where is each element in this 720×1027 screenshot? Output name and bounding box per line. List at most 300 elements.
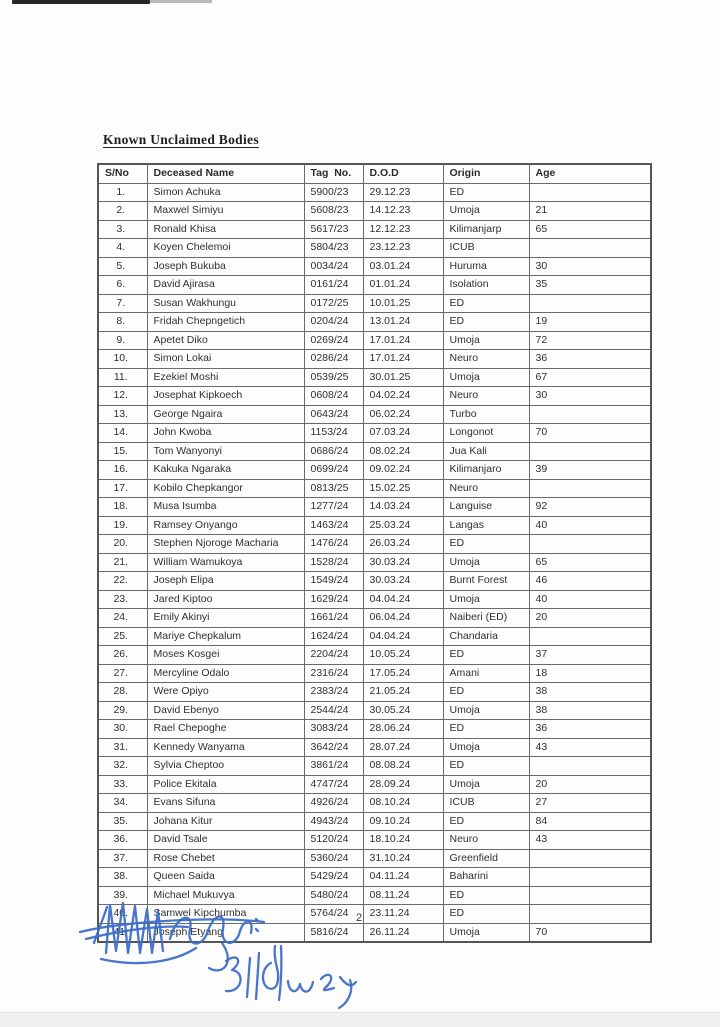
cell-tag-no: 5120/24 [304,831,363,850]
cell-tag-no: 5608/23 [304,202,363,221]
table-row [98,775,651,794]
table-row [98,590,651,609]
table-row [98,812,651,831]
cell-sno: 33. [98,775,147,794]
cell-tag-no: 0204/24 [304,313,363,332]
cell-dod: 10.01.25 [363,294,443,313]
cell-origin: Greenfield [443,849,529,868]
cell-origin: ED [443,313,529,332]
header-dod: D.O.D [363,164,443,183]
cell-sno: 37. [98,849,147,868]
cell-deceased-name: David Ajirasa [147,276,304,295]
cell-dod: 04.02.24 [363,387,443,406]
header-tag-no: Tag No. [304,164,363,183]
cell-dod: 14.12.23 [363,202,443,221]
header-age: Age [529,164,651,183]
cell-deceased-name: Stephen Njoroge Macharia [147,535,304,554]
cell-age [529,294,651,313]
table-row [98,294,651,313]
cell-tag-no: 1476/24 [304,535,363,554]
cell-age [529,886,651,905]
cell-sno: 3. [98,220,147,239]
page-title: Known Unclaimed Bodies [103,132,259,147]
cell-sno: 13. [98,405,147,424]
table-row [98,664,651,683]
cell-dod: 08.08.24 [363,757,443,776]
cell-deceased-name: Ezekiel Moshi [147,368,304,387]
cell-deceased-name: David Ebenyo [147,701,304,720]
cell-tag-no: 1624/24 [304,627,363,646]
cell-tag-no: 0699/24 [304,461,363,480]
cell-dod: 28.06.24 [363,720,443,739]
cell-deceased-name: Koyen Chelemoi [147,239,304,258]
cell-tag-no: 1549/24 [304,572,363,591]
cell-age: 65 [529,553,651,572]
cell-tag-no: 0686/24 [304,442,363,461]
cell-tag-no: 0608/24 [304,387,363,406]
cell-origin: Isolation [443,276,529,295]
cell-origin: Chandaria [443,627,529,646]
cell-age [529,627,651,646]
table-row [98,738,651,757]
cell-origin: ED [443,812,529,831]
cell-tag-no: 1277/24 [304,498,363,517]
table-row [98,424,651,443]
table-row [98,683,651,702]
cell-dod: 08.02.24 [363,442,443,461]
table-row [98,535,651,554]
cell-origin: Baharini [443,868,529,887]
cell-tag-no: 5617/23 [304,220,363,239]
table-row [98,572,651,591]
cell-deceased-name: Ramsey Onyango [147,516,304,535]
cell-dod: 08.11.24 [363,886,443,905]
cell-age: 67 [529,368,651,387]
cell-age: 92 [529,498,651,517]
cell-age [529,239,651,258]
cell-origin: ED [443,683,529,702]
cell-sno: 21. [98,553,147,572]
cell-age: 70 [529,424,651,443]
table-body [98,183,651,942]
cell-sno: 15. [98,442,147,461]
cell-deceased-name: Mariye Chepkalum [147,627,304,646]
table-row [98,553,651,572]
cell-sno: 41. [98,923,147,942]
cell-origin: Naiberi (ED) [443,609,529,628]
cell-tag-no: 1528/24 [304,553,363,572]
handwritten-signature [66,891,376,1024]
cell-age: 36 [529,720,651,739]
cell-origin: Turbo [443,405,529,424]
table-row [98,387,651,406]
cell-dod: 21.05.24 [363,683,443,702]
cell-dod: 12.12.23 [363,220,443,239]
scan-artifact-bottom-band [0,1012,720,1027]
cell-dod: 29.12.23 [363,183,443,202]
cell-age: 70 [529,923,651,942]
table-row [98,849,651,868]
cell-sno: 24. [98,609,147,628]
cell-tag-no: 0034/24 [304,257,363,276]
cell-age: 40 [529,516,651,535]
cell-sno: 29. [98,701,147,720]
cell-origin: ICUB [443,239,529,258]
cell-origin: Umoja [443,590,529,609]
cell-age [529,757,651,776]
cell-deceased-name: William Wamukoya [147,553,304,572]
table-row [98,479,651,498]
cell-dod: 26.11.24 [363,923,443,942]
cell-dod: 17.05.24 [363,664,443,683]
table-row [98,627,651,646]
cell-dod: 23.12.23 [363,239,443,258]
table-row [98,202,651,221]
cell-origin: Kilimanjaro [443,461,529,480]
cell-age: 38 [529,701,651,720]
table-row [98,276,651,295]
cell-deceased-name: John Kwoba [147,424,304,443]
cell-sno: 30. [98,720,147,739]
cell-origin: ED [443,646,529,665]
cell-sno: 9. [98,331,147,350]
cell-origin: Umoja [443,553,529,572]
table-row [98,183,651,202]
cell-origin: Huruma [443,257,529,276]
table-row [98,313,651,332]
cell-dod: 10.05.24 [363,646,443,665]
cell-origin: ED [443,886,529,905]
cell-sno: 5. [98,257,147,276]
cell-tag-no: 5816/24 [304,923,363,942]
cell-age: 30 [529,257,651,276]
cell-deceased-name: Ronald Khisa [147,220,304,239]
cell-deceased-name: Sylvia Cheptoo [147,757,304,776]
table-row [98,609,651,628]
cell-age: 46 [529,572,651,591]
cell-deceased-name: Joseph Etyang [147,923,304,942]
cell-age: 40 [529,590,651,609]
cell-dod: 31.10.24 [363,849,443,868]
table-header-row [98,164,651,183]
cell-age: 18 [529,664,651,683]
cell-deceased-name: George Ngaira [147,405,304,424]
cell-age [529,405,651,424]
cell-age [529,868,651,887]
cell-deceased-name: Susan Wakhungu [147,294,304,313]
cell-age [529,905,651,924]
unclaimed-bodies-table [97,163,652,943]
cell-deceased-name: Mercyline Odalo [147,664,304,683]
table-row [98,405,651,424]
cell-deceased-name: Apetet Diko [147,331,304,350]
cell-deceased-name: Emily Akinyi [147,609,304,628]
cell-origin: Umoja [443,331,529,350]
cell-age: 72 [529,331,651,350]
cell-dod: 14.03.24 [363,498,443,517]
cell-deceased-name: Jared Kiptoo [147,590,304,609]
cell-sno: 28. [98,683,147,702]
table-row [98,257,651,276]
cell-age: 20 [529,775,651,794]
cell-tag-no: 0813/25 [304,479,363,498]
cell-tag-no: 5804/23 [304,239,363,258]
cell-dod: 13.01.24 [363,313,443,332]
cell-dod: 17.01.24 [363,350,443,369]
cell-dod: 08.10.24 [363,794,443,813]
cell-age: 38 [529,683,651,702]
cell-origin: Kilimanjarp [443,220,529,239]
table-row [98,757,651,776]
cell-tag-no: 0161/24 [304,276,363,295]
cell-sno: 38. [98,868,147,887]
header-deceased-name: Deceased Name [147,164,304,183]
cell-sno: 25. [98,627,147,646]
table-row [98,498,651,517]
cell-tag-no: 1661/24 [304,609,363,628]
cell-dod: 30.03.24 [363,553,443,572]
cell-deceased-name: Samwel Kipchumba [147,905,304,924]
cell-sno: 40. [98,905,147,924]
cell-sno: 34. [98,794,147,813]
cell-sno: 7. [98,294,147,313]
page-number: 2 [356,912,363,924]
table-row [98,442,651,461]
cell-age: 27 [529,794,651,813]
cell-tag-no: 0643/24 [304,405,363,424]
cell-dod: 30.01.25 [363,368,443,387]
cell-deceased-name: Joseph Bukuba [147,257,304,276]
cell-origin: Neuro [443,387,529,406]
cell-origin: Umoja [443,202,529,221]
header-origin: Origin [443,164,529,183]
cell-tag-no: 3642/24 [304,738,363,757]
cell-tag-no: 2204/24 [304,646,363,665]
cell-tag-no: 5429/24 [304,868,363,887]
table-header-row [98,164,651,183]
table-row [98,368,651,387]
cell-dod: 26.03.24 [363,535,443,554]
cell-age: 39 [529,461,651,480]
table-row [98,331,651,350]
cell-tag-no: 5900/23 [304,183,363,202]
cell-sno: 17. [98,479,147,498]
cell-sno: 36. [98,831,147,850]
cell-origin: Neuro [443,350,529,369]
scan-artifact-top-bar [12,0,150,4]
cell-origin: Umoja [443,701,529,720]
cell-dod: 23.11.24 [363,905,443,924]
cell-sno: 27. [98,664,147,683]
cell-origin: Umoja [443,923,529,942]
cell-tag-no: 0539/25 [304,368,363,387]
cell-age: 30 [529,387,651,406]
cell-origin: ED [443,294,529,313]
cell-sno: 26. [98,646,147,665]
cell-dod: 15.02.25 [363,479,443,498]
cell-age: 20 [529,609,651,628]
cell-sno: 4. [98,239,147,258]
cell-age [529,479,651,498]
cell-tag-no: 4747/24 [304,775,363,794]
table-row [98,646,651,665]
cell-dod: 04.04.24 [363,627,443,646]
cell-sno: 32. [98,757,147,776]
cell-deceased-name: Simon Lokai [147,350,304,369]
table-row [98,516,651,535]
cell-sno: 31. [98,738,147,757]
cell-tag-no: 2383/24 [304,683,363,702]
cell-sno: 16. [98,461,147,480]
cell-tag-no: 5360/24 [304,849,363,868]
cell-deceased-name: Were Opiyo [147,683,304,702]
cell-deceased-name: Simon Achuka [147,183,304,202]
cell-tag-no: 0172/25 [304,294,363,313]
cell-origin: ED [443,720,529,739]
header-sno: S/No [98,164,147,183]
cell-age: 37 [529,646,651,665]
cell-origin: ED [443,535,529,554]
ink-dot [256,919,258,921]
cell-origin: Neuro [443,831,529,850]
cell-tag-no: 3861/24 [304,757,363,776]
table-row [98,220,651,239]
table-row [98,868,651,887]
cell-dod: 01.01.24 [363,276,443,295]
cell-tag-no: 0286/24 [304,350,363,369]
cell-sno: 20. [98,535,147,554]
cell-age [529,535,651,554]
cell-tag-no: 4926/24 [304,794,363,813]
cell-origin: Longonot [443,424,529,443]
cell-deceased-name: Josephat Kipkoech [147,387,304,406]
table-row [98,720,651,739]
cell-origin: ED [443,183,529,202]
cell-sno: 6. [98,276,147,295]
cell-deceased-name: Kobilo Chepkangor [147,479,304,498]
cell-age: 35 [529,276,651,295]
table-row [98,701,651,720]
cell-deceased-name: Johana Kitur [147,812,304,831]
table-row [98,831,651,850]
cell-deceased-name: Rose Chebet [147,849,304,868]
cell-origin: ICUB [443,794,529,813]
scan-artifact-top-smudge [150,0,212,3]
ink-dot [256,929,258,931]
cell-dod: 04.04.24 [363,590,443,609]
cell-origin: Umoja [443,775,529,794]
cell-age: 65 [529,220,651,239]
cell-tag-no: 5480/24 [304,886,363,905]
cell-age [529,849,651,868]
cell-sno: 39. [98,886,147,905]
cell-tag-no: 1153/24 [304,424,363,443]
cell-origin: ED [443,757,529,776]
cell-deceased-name: Kennedy Wanyama [147,738,304,757]
cell-origin: Amani [443,664,529,683]
cell-dod: 28.09.24 [363,775,443,794]
cell-sno: 10. [98,350,147,369]
cell-deceased-name: Joseph Elipa [147,572,304,591]
cell-sno: 11. [98,368,147,387]
cell-sno: 14. [98,424,147,443]
cell-deceased-name: Fridah Chepngetich [147,313,304,332]
cell-dod: 06.02.24 [363,405,443,424]
cell-dod: 03.01.24 [363,257,443,276]
cell-origin: Burnt Forest [443,572,529,591]
cell-deceased-name: Queen Saida [147,868,304,887]
cell-origin: ED [443,905,529,924]
cell-age: 43 [529,738,651,757]
cell-dod: 06.04.24 [363,609,443,628]
cell-age [529,183,651,202]
cell-origin: Umoja [443,738,529,757]
cell-sno: 22. [98,572,147,591]
cell-origin: Langas [443,516,529,535]
cell-dod: 28.07.24 [363,738,443,757]
cell-tag-no: 3083/24 [304,720,363,739]
cell-deceased-name: Kakuka Ngaraka [147,461,304,480]
cell-tag-no: 1463/24 [304,516,363,535]
cell-tag-no: 2544/24 [304,701,363,720]
cell-sno: 35. [98,812,147,831]
cell-sno: 8. [98,313,147,332]
cell-deceased-name: Tom Wanyonyi [147,442,304,461]
cell-tag-no: 0269/24 [304,331,363,350]
cell-dod: 30.03.24 [363,572,443,591]
cell-sno: 2. [98,202,147,221]
cell-age: 43 [529,831,651,850]
cell-age [529,442,651,461]
cell-dod: 04.11.24 [363,868,443,887]
cell-deceased-name: Police Ekitala [147,775,304,794]
cell-deceased-name: Musa Isumba [147,498,304,517]
cell-origin: Neuro [443,479,529,498]
cell-sno: 23. [98,590,147,609]
cell-age: 84 [529,812,651,831]
table-row [98,239,651,258]
cell-sno: 18. [98,498,147,517]
cell-origin: Jua Kali [443,442,529,461]
cell-dod: 09.02.24 [363,461,443,480]
cell-dod: 17.01.24 [363,331,443,350]
cell-origin: Languise [443,498,529,517]
cell-deceased-name: Moses Kosgei [147,646,304,665]
cell-dod: 25.03.24 [363,516,443,535]
cell-tag-no: 4943/24 [304,812,363,831]
cell-age: 19 [529,313,651,332]
cell-sno: 12. [98,387,147,406]
cell-dod: 30.05.24 [363,701,443,720]
cell-origin: Umoja [443,368,529,387]
cell-sno: 19. [98,516,147,535]
cell-deceased-name: Maxwel Simiyu [147,202,304,221]
cell-deceased-name: David Tsale [147,831,304,850]
cell-age: 21 [529,202,651,221]
cell-tag-no: 5764/24 [304,905,363,924]
cell-tag-no: 1629/24 [304,590,363,609]
cell-dod: 18.10.24 [363,831,443,850]
table-row [98,350,651,369]
cell-age: 36 [529,350,651,369]
cell-dod: 07.03.24 [363,424,443,443]
table-row [98,794,651,813]
cell-sno: 1. [98,183,147,202]
table-row [98,461,651,480]
cell-deceased-name: Michael Mukuvya [147,886,304,905]
cell-tag-no: 2316/24 [304,664,363,683]
cell-deceased-name: Rael Chepoghe [147,720,304,739]
